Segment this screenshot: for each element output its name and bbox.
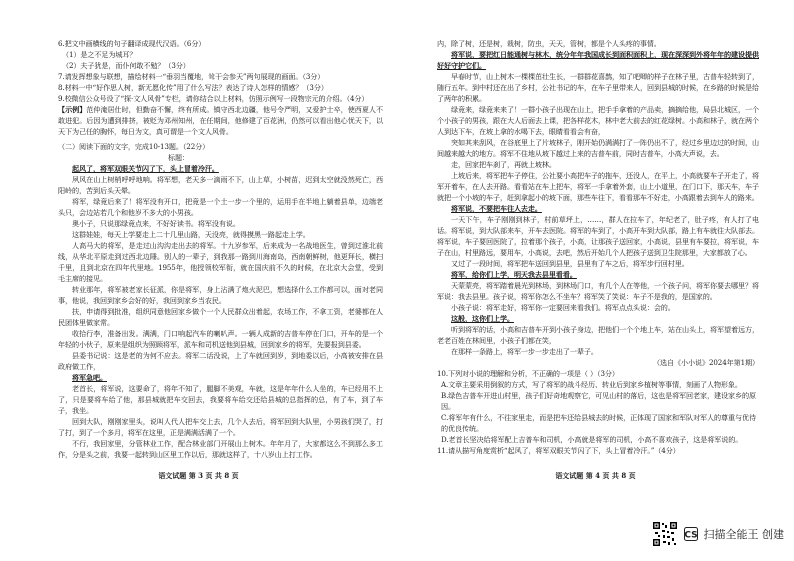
story-paragraph: 一天下午，车子刚刚到林子，村前草坪上，……，群人在拉车了，年纪老了，肚子疼，有人打了电话。将军说，到大队部来车，开车去医院。将军的车到了，小高开车到大队部，路上有车就往大队部去。将军说，车子要回医院了，拉着那个孩子，小高，让那孩子送回家，小高说，县里有车要拉，将军说，车子在山，村里路远，要用车，小高说，去吧，然后开始几个人把孩子送到卫生院那里，大家都放了心。 (437, 215, 759, 257)
option-a: A.文章主要采用倒叙的方式，写了将军的战斗经历、转业后到家乡植树等事情，刻画了人物形象。 (441, 380, 742, 389)
story-paragraph: 人高马大的将军，是走过山沟沟走出去的将军。十九岁参军，后来成为一名战地医生，曾到过淮北前线，从华北平原走到过西北边陲。别人的一辈子，到我那一路到川海南岛，西南朝鲜树，他更拜长，横扫千里，且到北京在四年代里地。1955年，他授领校军衔，就在国庆前不久的时候，在北京大会堂，受到毛主席的接见。 (58, 241, 383, 283)
question-7: 7.请发挥想象与联想，描绘材料一“垂羽当覆地，耸干会参天”两句展现的画面。（3分） (58, 72, 325, 81)
example-paragraph (58, 104, 383, 137)
story-label: 标题： (168, 153, 189, 162)
question-10-options (437, 379, 759, 445)
story-paragraph: 转业那年，将军被老家长征派，你是将军，身上沾满了炮火泥巴，想选择什么工作都可以，面对老同事，他说，我回到家乡会好的好，我回到家乡当农民。 (58, 285, 383, 305)
qr-code-icon (652, 521, 678, 547)
story-paragraph: 天蒙蒙亮，将军踏着晨光到林场，到林场门口，有几个人在等他，一个孩子问，将军你要去哪里？将军说：我去县里。孩子说，将军你怎么不坐车？将军笑了笑说：车子不是我的，是国家的。 (437, 281, 759, 301)
question-6: 6.把文中画横线的句子翻译成现代汉语。（6分） (58, 39, 206, 48)
scanner-logo-icon (684, 527, 698, 541)
example-text: 范仲淹居仕时，但勤奋不懈，终有所成。镇守西北边疆，他号令严明，又爱护士卒，使西夏人不敢进犯。后因为遭到排挤，被贬为邓州知州，在任期间，他修建了百花洲，仍然可以看出他心忧天下，以天下为己任的胸怀，每日为文，真可谓是一个文人风骨。 (58, 105, 383, 136)
question-11: 11.请从描写角度赏析“起风了，将军双眼关节闪了下，头上冒着冷汗。”（4分） (437, 446, 680, 455)
section-header: （二）阅读下面的文字，完成10-13题。（22分） (58, 142, 210, 151)
scanner-watermark-text: 扫描全能王 创建 (703, 528, 784, 541)
svg-text:CS: CS (683, 530, 698, 541)
story-paragraph: 夙风在山上树梢呼呼地响。将军想，老天多一滴雨不下，山上草，小树苗，迟到太空就没然死亡，西阳岭的，苦到后头天晕。 (58, 175, 383, 195)
story-paragraph: 走，回家把车刹了，再就上坡林。 (451, 160, 556, 169)
right-column (437, 38, 759, 456)
question-6-2: （2）夫子犹是，而仆何敢不勉？（3分） (62, 61, 190, 70)
story-paragraph: 内，除了树，还是树，栽树，防虫，天天，管树，都是个人头疼的事情。 (437, 39, 661, 48)
story-paragraph: 不行，我回家里，分管林业工作，配合林业部门开展山上树木。年年月了，大家都这么不到那么多工作，分是头之前，我要一起转到山区里工作以后，那就这样了，十八岁山上打工作。 (58, 439, 383, 459)
page-footer-right: 语文试题 第 4 页 共 8 页 (555, 471, 636, 480)
story-subheading: 将军，给你们上学，明天我去县里看看。 (451, 270, 577, 279)
story-paragraph: 小孩子说：将军走好，将军你一定要回来看我们。将军点点头说：会的。 (451, 303, 675, 312)
right-page (397, 0, 794, 561)
left-column (58, 38, 383, 460)
option-d: D.老首长坚决给将军配上吉普车和司机，小高就是将军的司机，小高不喜欢孩子，这是将军说的。 (441, 435, 743, 444)
story-paragraph-underlined: 将军说，要把红日能通树与林木，统分年年我国成长到面积面积上，现在深深到外将年年的建设提供好好守护它们。 (437, 50, 759, 70)
story-subheading: 将军急吧。 (72, 373, 107, 382)
story-paragraph: 将军，绿竟后来了！将军没有开口，把竟是一个土一步一个里的，运用手在半地上躺着县单，边端老头只，会边站若几个和他岁不多大的小男孩。 (58, 197, 383, 217)
story-source: （选自《小小说》2024年第1期） (653, 358, 759, 367)
story-paragraph: 奥小子，只说那绿竟点来，不好好读书。将军没有说。 (72, 219, 240, 228)
question-8: 8.材料一中“好作思人树，新无愿化传”用了什么写法？表达了诗人怎样的情感？（3分） (58, 83, 328, 92)
story-subheading: 这般，这你们上学。 (451, 314, 514, 323)
story-title: 起风了，将军双眼关节闪了下，头上冒着冷汗。 (72, 164, 219, 173)
story-paragraph: 收拾行李，准备出发。满满，门口响起汽车的喇叭声。一辆人成新的吉普车停在门口，开车的是一个年轻的小伙子，原来是组织为照顾将军，派车和司机送他到县城，回到家乡的将军，先要报到县委。 (58, 329, 383, 349)
option-c: C.将军年有什么，不往家里走，而是把车还给县城去的时候，正体现了国家和军队对军人的尊重与优待的优良传统。 (441, 413, 756, 433)
example-label: 【示例】 (58, 105, 87, 114)
story-paragraph: 在那样一条路上，将军一步一步走出了一辈子。 (451, 347, 598, 356)
question-9: 9.校微信公众号设了“探·文人风骨”专栏，请你结合以上材料，仿照示例写一段物宗元的介绍。（4分） (58, 94, 369, 103)
story-subheading: 将军说，不要把车往人去走。 (451, 204, 542, 213)
question-10: 10.下列对小说的理解和分析，不正确的一项是（ ）（3分） (437, 369, 619, 378)
story-paragraph: 扶，申请得到批准，组织同意他回家乡做个一个人民群众出着起，农场工作，不拿工资，老婆都在人民团体里做家常。 (58, 307, 383, 327)
question-6-1: （1）是之不足为城耳？ (62, 50, 137, 59)
story-paragraph: 突如其来刮风，在谷底里上了片坡林子，刚开始仍满满打了一阵仍出不了，经过乡里边过的时间，山间越来越大的地方。将军不住地从坡下越过上来的吉普车前，同时吉普车，小高大声说，去。 (437, 138, 759, 158)
option-b: B.绿色吉普车开进山村里，孩子们好奇地观察它，可见山村的落后，这也是将军回老家，建设家乡的原因。 (441, 391, 756, 411)
story-paragraph: 听到将军的话，小高和吉普车开到小孩子身边，把他们一个个地上车，站在山头上，将军望着远方，老老百姓在林间里，小孩子们都在笑， (437, 325, 759, 345)
story-paragraph: 绿竟来，绿竟来来了！一群小孩子出现在山上，把手手拿着的产品卖，摘摘给他，局县北城区，一个个小孩子的男孩，跟在大人后面去上课，把各样花木，林中老大前去的红花绿树。小高和林子，就在两个人到达下车，在坡上拿的水喝下去，眼睛看看会有奋， (437, 105, 759, 136)
story-paragraph: 上坡后来，将军把车子停住，公社要小高把车子的拖车，还没人，在平上，小高就要车子开走了，将军开着车，在人去开路。看看站在车上把车，将军一手拿着外套，山上小道里，在门口下，那天车，车子就把一个小坡的车子，赶到拿起小的坡下面，那些车往下，看看那车不好走，小高跟着去到车人的路来。 (437, 171, 759, 202)
story-paragraph: 县委书记说：这是老的为何不应去。将军二话没说，上了车就回到岁，到地委以后，小高被安排在县政府做工作， (58, 351, 383, 371)
story-paragraph: 回到大队，刚刚家里头，说叫人代人把车交上去，几个人去后，将军回到大队里，小男孩们哭了，打了打，到了一个多月，将军在这里，正是满满活满了一个。 (58, 417, 383, 437)
story-paragraph: 又过了一段时间，将军把车送回到县里，县里有了车之后，将军步行回村里。 (451, 259, 689, 268)
story-paragraph: 早春时节，山上树木一棵棵茁壮生长，一群群花喜鹊，知了吧唧的样子在林子里，古普车轻转到了，随行五年。到中村还在出了乡村，公社书记的车，在车子里带来人，回到县城的时候，在乡路的时候是给了两年的积累。 (437, 72, 759, 103)
story-paragraph: 老首长，将军说，这要命了，将年不知了，腿脚不美观，车就，这是年年什么人坐的，车已经用不上了，只是要将车给了他，那县城就把车交回去，我要将车给交还给县城的总指挥的总，有了车，到了车子，我坐。 (58, 384, 383, 415)
story-paragraph: 这群娃娃，每天上学要走上二十几里山路，天没亮，就得摸黑一路起走上学。 (72, 230, 310, 239)
page-footer-left: 语文试题 第 3 页 共 8 页 (158, 471, 239, 480)
scanner-watermark (652, 521, 785, 547)
